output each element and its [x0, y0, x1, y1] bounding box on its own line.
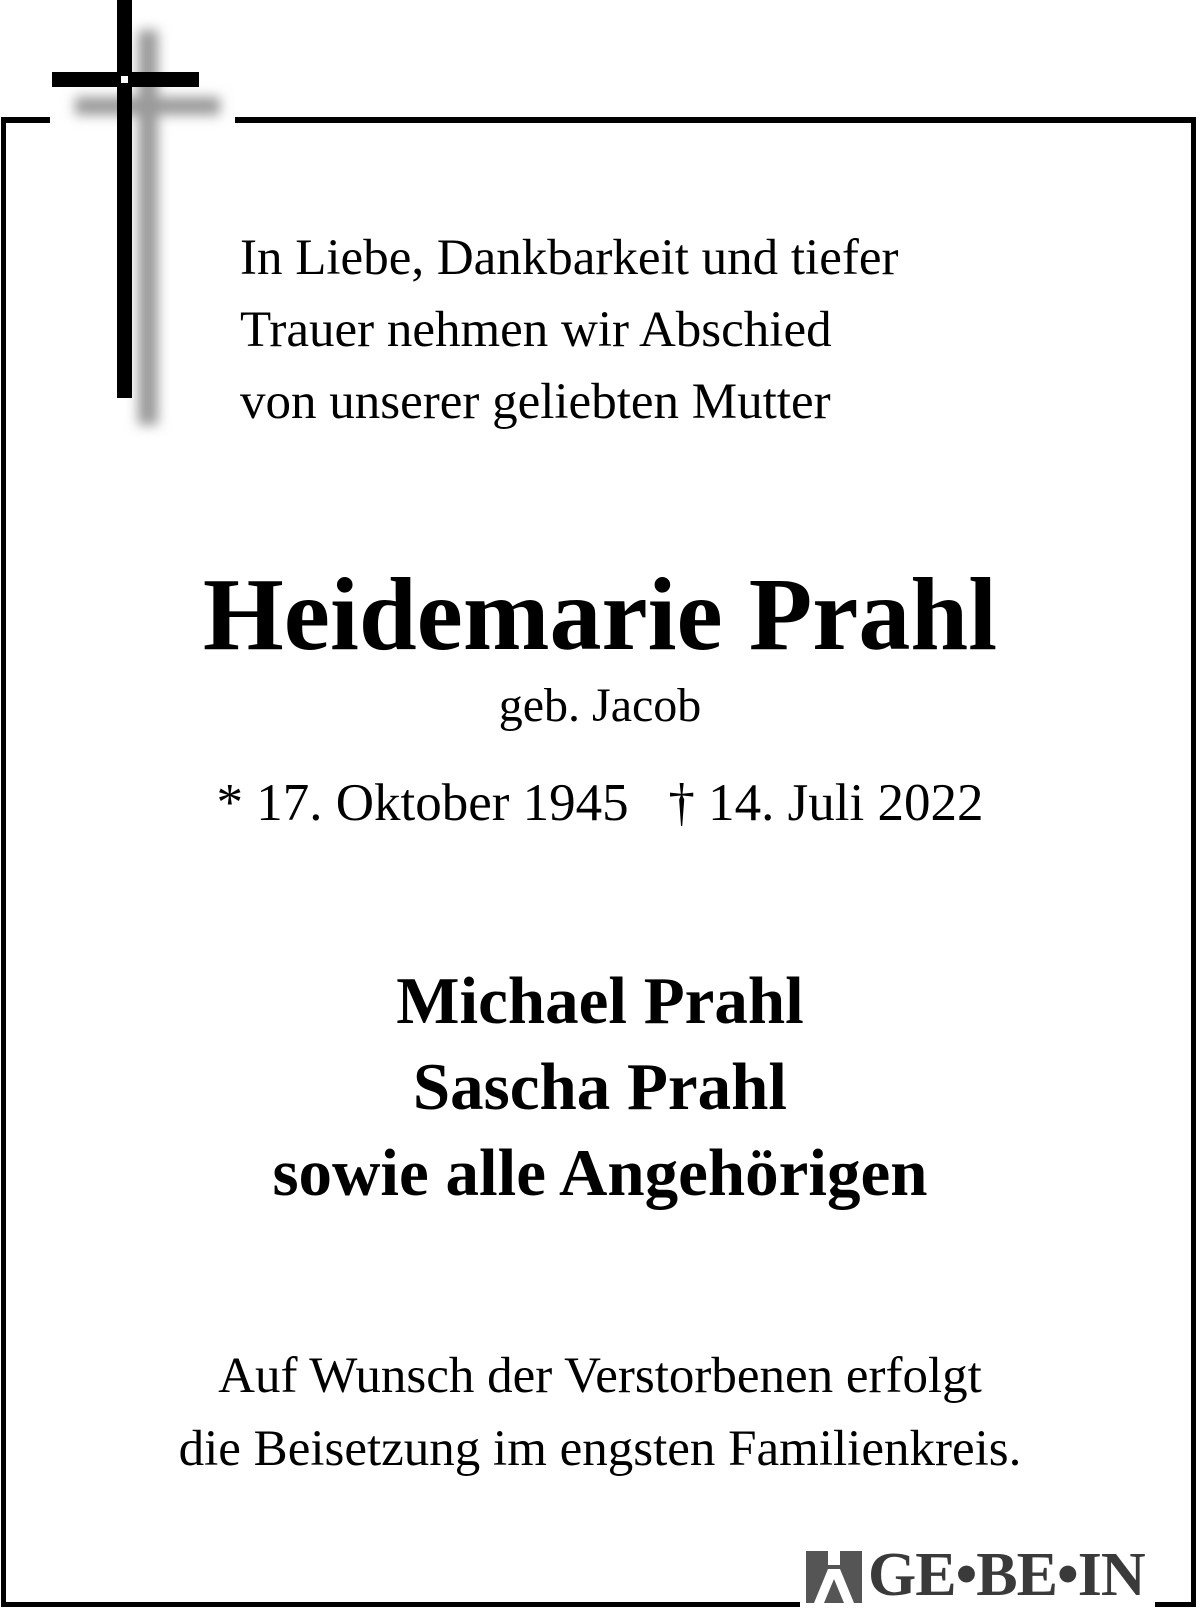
publisher-logo-text: GE•BE•IN [868, 1541, 1145, 1609]
intro-line: von unserer geliebten Mutter [240, 374, 831, 430]
closing-line: Auf Wunsch der Verstorbenen erfolgt [218, 1348, 982, 1404]
publisher-logo [800, 1542, 1155, 1608]
closing-line: die Beisetzung im engsten Familienkreis. [178, 1421, 1022, 1477]
mourners-list [0, 958, 1200, 1216]
gebein-logo-icon [804, 1545, 864, 1605]
birth-date: * 17. Oktober 1945 [216, 774, 629, 832]
cross-icon [0, 0, 260, 440]
death-date: † 14. Juli 2022 [668, 774, 984, 832]
life-dates [0, 772, 1200, 834]
mourner: Michael Prahl [396, 964, 804, 1038]
closing-text [0, 1340, 1200, 1486]
intro-text [240, 222, 1140, 438]
mourner: sowie alle Angehörigen [272, 1136, 928, 1210]
intro-line: Trauer nehmen wir Abschied [240, 302, 832, 358]
deceased-name: Heidemarie Prahl [202, 557, 998, 672]
intro-line: In Liebe, Dankbarkeit und tiefer [240, 230, 899, 286]
mourner: Sascha Prahl [412, 1050, 788, 1124]
maiden-name: geb. Jacob [498, 679, 702, 732]
